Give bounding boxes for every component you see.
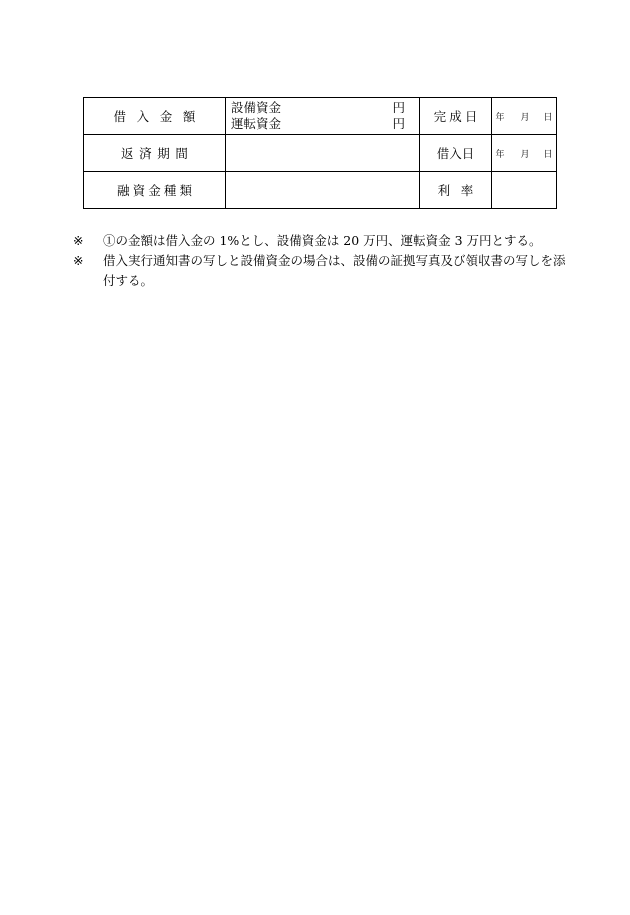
- note-mark: ※: [73, 233, 84, 248]
- operating-fund-label: 運転資金: [231, 116, 282, 131]
- note-mark: ※: [73, 253, 84, 268]
- repayment-period-label-cell: [84, 135, 226, 172]
- borrow-date-label: 借入日: [436, 146, 475, 161]
- note-text: 借入実行通知書の写しと設備資金の場合は、設備の証拠写真及び領収書の写しを添付する。: [103, 253, 566, 288]
- loan-amount-value-cell[interactable]: [226, 98, 420, 135]
- borrow-day-label: 日: [543, 149, 553, 160]
- borrow-date-label-cell: [420, 135, 492, 172]
- borrow-year-label: 年: [495, 149, 505, 160]
- repayment-period-label: 返済期間: [121, 146, 194, 161]
- note-item: [73, 251, 573, 291]
- repayment-period-value-cell[interactable]: [226, 135, 420, 172]
- loan-info-table: [83, 97, 557, 209]
- borrow-month-label: 月: [520, 149, 530, 160]
- completion-day-label: 日: [543, 112, 553, 123]
- notes-section: [73, 231, 573, 291]
- table-row-loan-type: [84, 172, 557, 209]
- borrow-date-value-cell[interactable]: [492, 135, 557, 172]
- loan-type-value-cell[interactable]: [226, 172, 420, 209]
- note-text: ①の金額は借入金の 1%とし、設備資金は 20 万円、運転資金 3 万円とする。: [103, 233, 542, 248]
- operating-fund-unit: 円: [392, 116, 405, 131]
- operating-fund-line: [231, 116, 419, 132]
- loan-amount-label-cell: [84, 98, 226, 135]
- table-row-repayment-period: [84, 135, 557, 172]
- equipment-fund-line: [231, 100, 419, 116]
- completion-date-label-cell: [420, 98, 492, 135]
- completion-date-value-cell[interactable]: [492, 98, 557, 135]
- completion-date-label: 完成日: [433, 109, 481, 124]
- equipment-fund-label: 設備資金: [231, 100, 282, 115]
- loan-type-label-cell: [84, 172, 226, 209]
- equipment-fund-unit: 円: [392, 100, 405, 115]
- completion-month-label: 月: [520, 112, 530, 123]
- note-item: [73, 231, 573, 251]
- table-row-loan-amount: [84, 98, 557, 135]
- loan-type-label: 融資金種類: [116, 183, 196, 198]
- interest-rate-label: 利率: [437, 183, 484, 198]
- interest-rate-value-cell[interactable]: [492, 172, 557, 209]
- interest-rate-label-cell: [420, 172, 492, 209]
- loan-amount-label: 借入金額: [113, 109, 207, 124]
- completion-year-label: 年: [495, 112, 505, 123]
